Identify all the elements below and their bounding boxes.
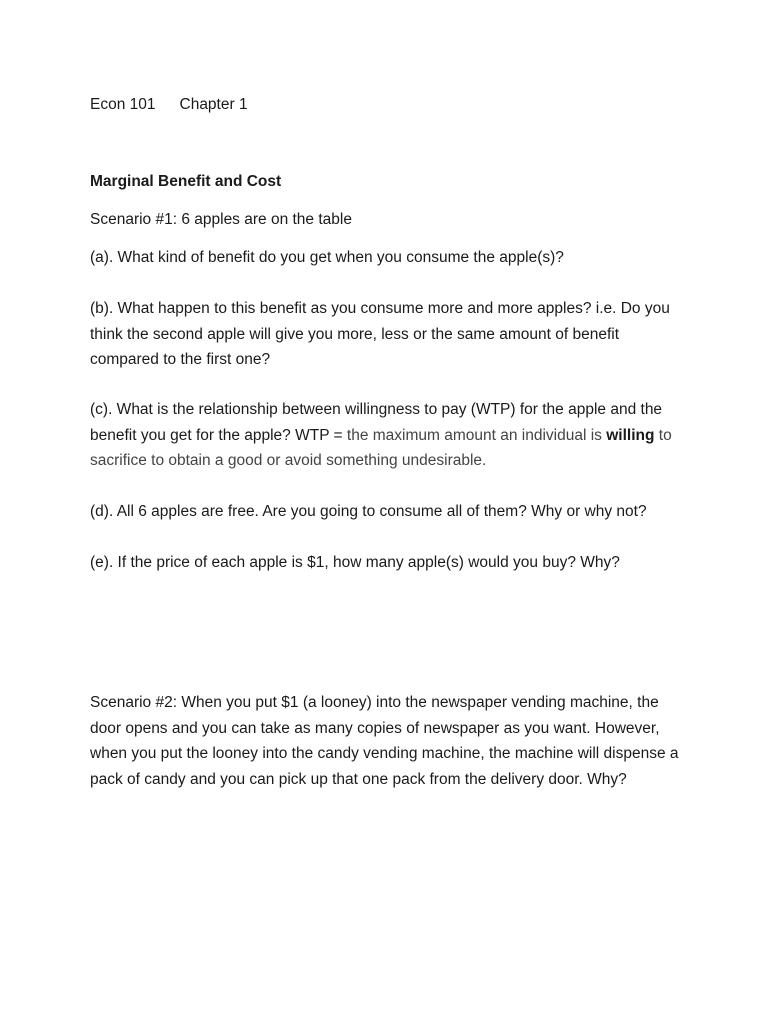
question-e: (e). If the price of each apple is $1, how many apple(s) would you buy? Why? bbox=[90, 554, 620, 571]
scenario-1-intro: Scenario #1: 6 apples are on the table bbox=[90, 211, 352, 228]
scenario-2-text: Scenario #2: When you put $1 (a looney) into the newspaper vending machine, the door opens and you can take as many copies of newspaper as you want. However, when you put the looney into the candy vending machine, the machine will dispense a pack of candy and you can pick up that one pack from the delivery door. Why? bbox=[90, 694, 679, 788]
section-title: Marginal Benefit and Cost bbox=[90, 173, 282, 190]
wtp-definition-part-2: to sacrifice to obtain a good or avoid something undesirable. bbox=[90, 426, 672, 469]
question-d: (d). All 6 apples are free. Are you going to consume all of them? Why or why not? bbox=[90, 503, 647, 520]
wtp-definition-emphasis: willing bbox=[606, 426, 655, 444]
question-b: (b). What happen to this benefit as you consume more and more apples? i.e. Do you think the second apple will give you more, less or the same amount of benefit compared to the first one? bbox=[90, 300, 670, 368]
course-name: Econ 101 bbox=[90, 96, 156, 113]
question-a: (a). What kind of benefit do you get when you consume the apple(s)? bbox=[90, 249, 564, 266]
question-c bbox=[90, 397, 690, 474]
wtp-definition-part-1: the maximum amount an individual is bbox=[346, 426, 607, 444]
chapter-label: Chapter 1 bbox=[179, 96, 248, 113]
question-c-text: (c). What is the relationship between willingness to pay (WTP) for the apple and the benefit you get for the apple? WTP = bbox=[90, 401, 663, 444]
document-header bbox=[90, 92, 690, 118]
